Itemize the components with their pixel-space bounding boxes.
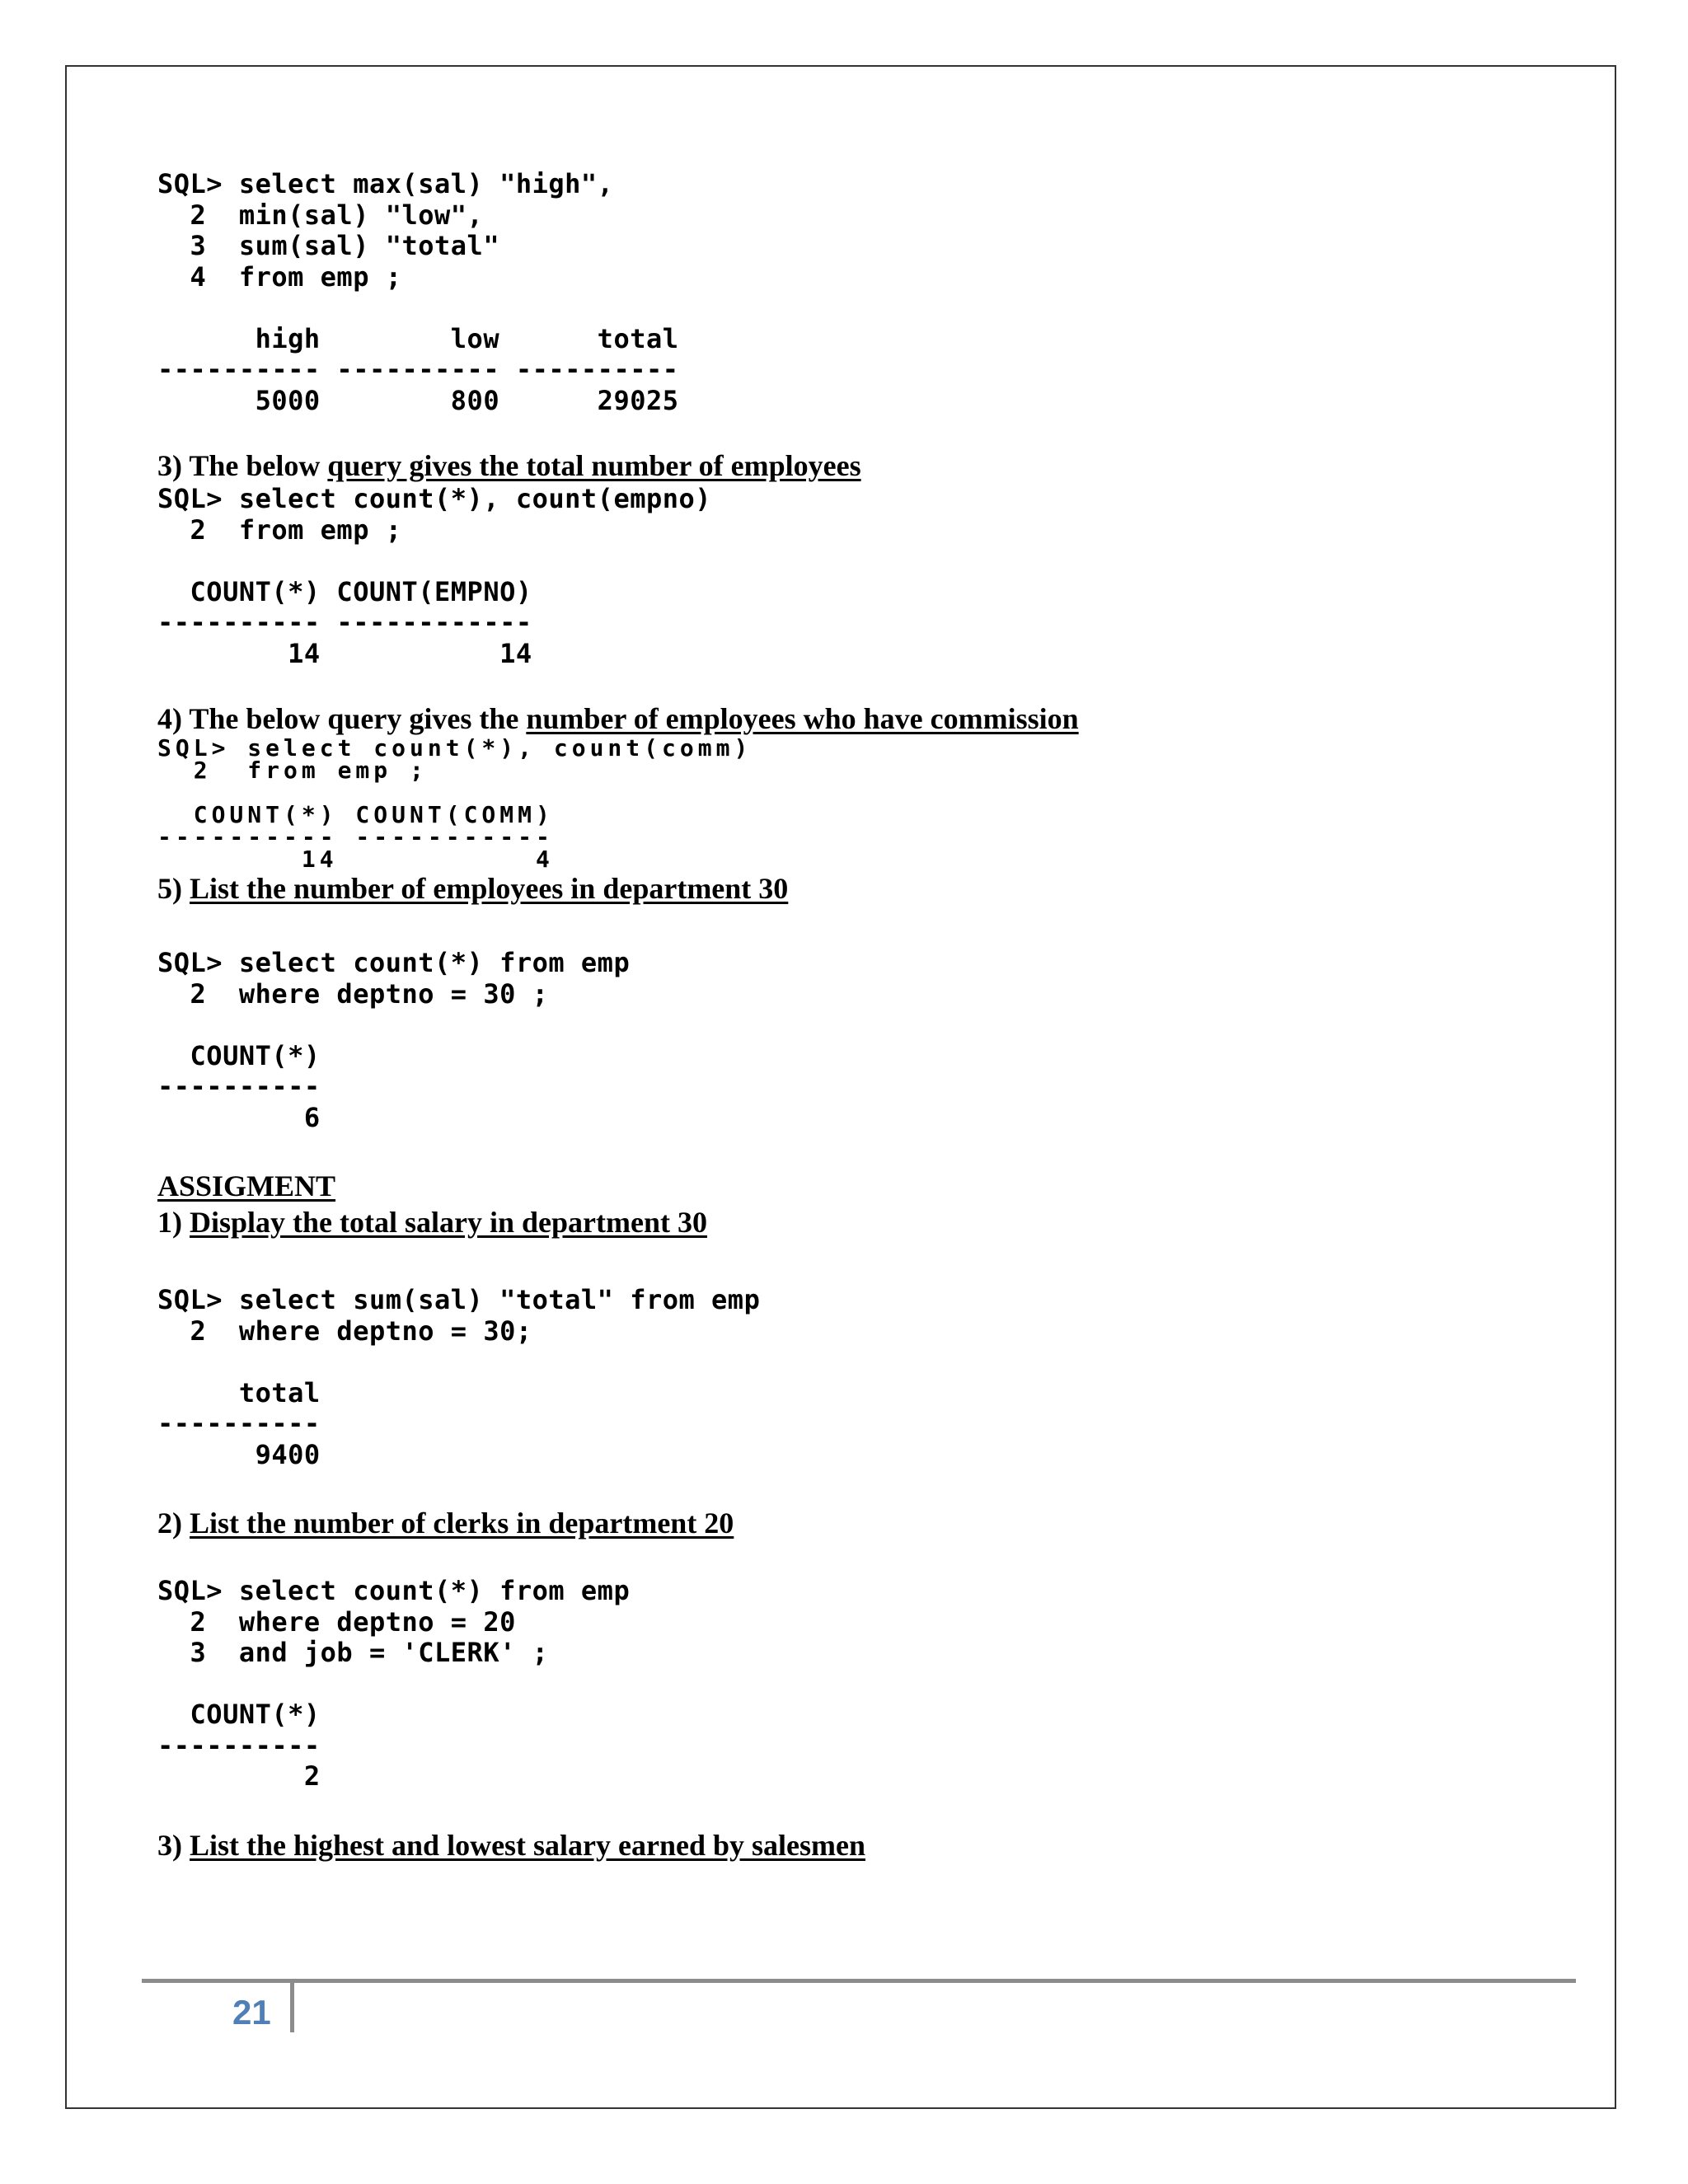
- heading-clerks-dept-20: 2) List the number of clerks in department 20: [157, 1507, 734, 1540]
- code-block-count-dept-30: SQL> select count(*) from emp 2 where deptno = 30 ; COUNT(*) ---------- 6: [157, 947, 631, 1133]
- code-block-count-commission: SQL> select count(*), count(comm) 2 from emp ; COUNT(*) COUNT(COMM) ---------- ----------- 14 4: [157, 734, 753, 873]
- page-number: 21: [232, 1993, 271, 2032]
- code-block-sum-salary-dept-30: SQL> select sum(sal) "total" from emp 2 where deptno = 30; total ---------- 9400: [157, 1284, 761, 1470]
- footer-divider: [290, 1983, 294, 2032]
- footer-rule: [142, 1979, 1576, 1983]
- heading-salesmen-salary: 3) List the highest and lowest salary earned by salesmen: [157, 1828, 866, 1862]
- page-content: [157, 169, 1559, 1863]
- heading-total-salary-dept-30: 1) Display the total salary in department 30: [157, 1206, 707, 1239]
- heading-employees-dept-30: 5) List the number of employees in department 30: [157, 872, 789, 905]
- code-block-count-employees: SQL> select count(*), count(empno) 2 from emp ; COUNT(*) COUNT(EMPNO) ---------- ------------ 14 14: [157, 483, 712, 669]
- heading-total-employees: 3) The below query gives the total number of employees: [157, 449, 861, 482]
- code-block-count-clerks: SQL> select count(*) from emp 2 where deptno = 20 3 and job = 'CLERK' ; COUNT(*) ---------- 2: [157, 1575, 631, 1792]
- assignment-title: ASSIGMENT: [157, 1169, 336, 1202]
- code-block-aggregate-max-min-sum: SQL> select max(sal) "high", 2 min(sal) "low", 3 sum(sal) "total" 4 from emp ; high low total ---------- ---------- ---------- 5000 800 29025: [157, 168, 679, 416]
- heading-employees-with-commission: 4) The below query gives the number of employees who have commission: [157, 702, 1079, 735]
